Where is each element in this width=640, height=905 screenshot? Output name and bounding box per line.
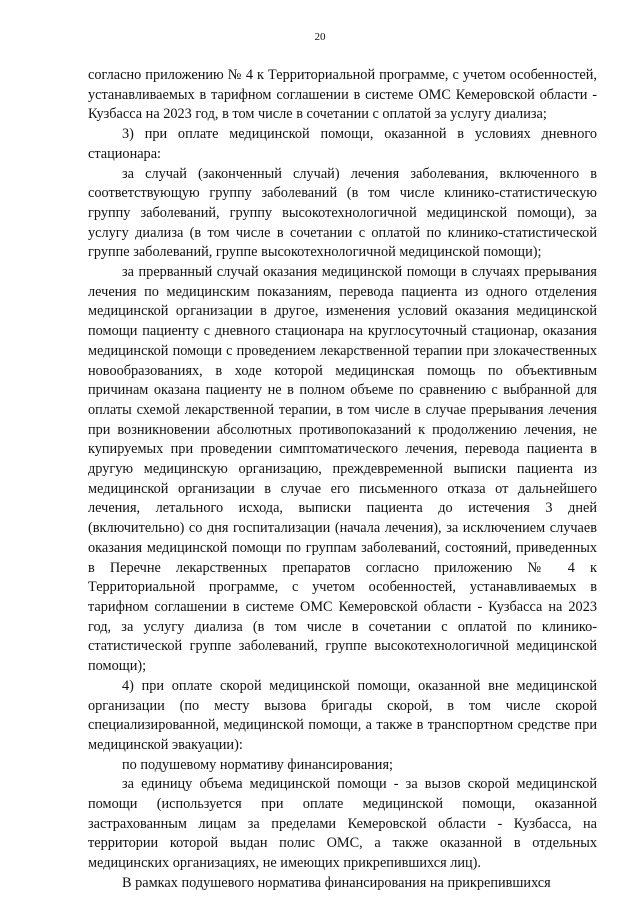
paragraph-per-capita-financing: В рамках подушевого норматива финансирования на прикрепившихся [122, 874, 551, 891]
paragraph-day-hospital-heading: 3) при оплате медицинской помощи, оказанной в условиях дневного стационара: [88, 126, 597, 162]
paragraph-emergency-care-heading: 4) при оплате скорой медицинской помощи, оказанной вне медицинской организации (по месту вызова бригады скорой, в том числе скорой специализированной, медицинской помощи, а также в транспортном средстве при медицинской эвакуации): [88, 677, 597, 753]
paragraph-unit-of-volume: за единицу объема медицинской помощи - за вызов скорой медицинской помощи (используется при оплате медицинской помощи, оказанной застрахованным лицам за пределами Кемеровской области - Кузбасса, на территории которой выдан полис ОМС, а также оказанной в отдельных медицинских организациях, не имеющих прикрепившихся лиц). [88, 776, 597, 872]
page-number: 20 [314, 31, 326, 43]
paragraph-interrupted-case: за прерванный случай оказания медицинской помощи в случаях прерывания лечения по медицинским показаниям, перевода пациента из одного отделения медицинской организации в другое, изменения условий оказания медицинской помощи пациенту с дневного стационара на круглосуточный стационар, оказания медицинской помощи с проведением лекарственной терапии при злокачественных новообразованиях, в ходе которой медицинская помощь по объективным причинам оказана пациенту не в полном объеме по сравнению с выбранной для оплаты схемой лекарственной терапии, в том числе в случае прерывания лечения при возникновении абсолютных противопоказаний к продолжению лечения, не купируемых при проведении симптоматического лечения, перевода пациента в другую медицинскую организацию, преждевременной выписки пациента из медицинской организации в случае его письменного отказа от дальнейшего лечения, летального исхода, выписки пациента до истечения 3 дней (включительно) со дня госпитализации (начала лечения), за исключением случаев оказания медицинской помощи по группам заболеваний, состояний, приведенных в Перечне лекарственных препаратов согласно приложению № 4 к Территориальной программе, с учетом особенностей, устанавливаемых в тарифном соглашении в системе ОМС Кемеровской области - Кузбасса на 2023 год, за услугу диализа (в том числе в сочетании с оплатой по клинико-статистической группе заболеваний, группе высокотехнологичной медицинской помощи); [88, 264, 597, 675]
paragraph-continuation: согласно приложению № 4 к Территориальной программе, с учетом особенностей, устанавливаемых в тарифном соглашении в системе ОМС Кемеровской области - Кузбасса на 2023 год, в том числе в сочетании с оплатой за услугу диализа; [88, 67, 597, 123]
paragraph-per-capita-standard: по подушевому нормативу финансирования; [122, 756, 393, 773]
paragraph-completed-case: за случай (законченный случай) лечения заболевания, включенного в соответствующую группу заболеваний (в том числе клинико-статистическую группу заболеваний, группу высокотехнологичной медицинской помощи), за услугу диализа (в том числе в сочетании с оплатой по клинико-статистической группе заболеваний, группе высокотехнологичной медицинской помощи); [88, 165, 597, 261]
body-text [88, 66, 597, 894]
